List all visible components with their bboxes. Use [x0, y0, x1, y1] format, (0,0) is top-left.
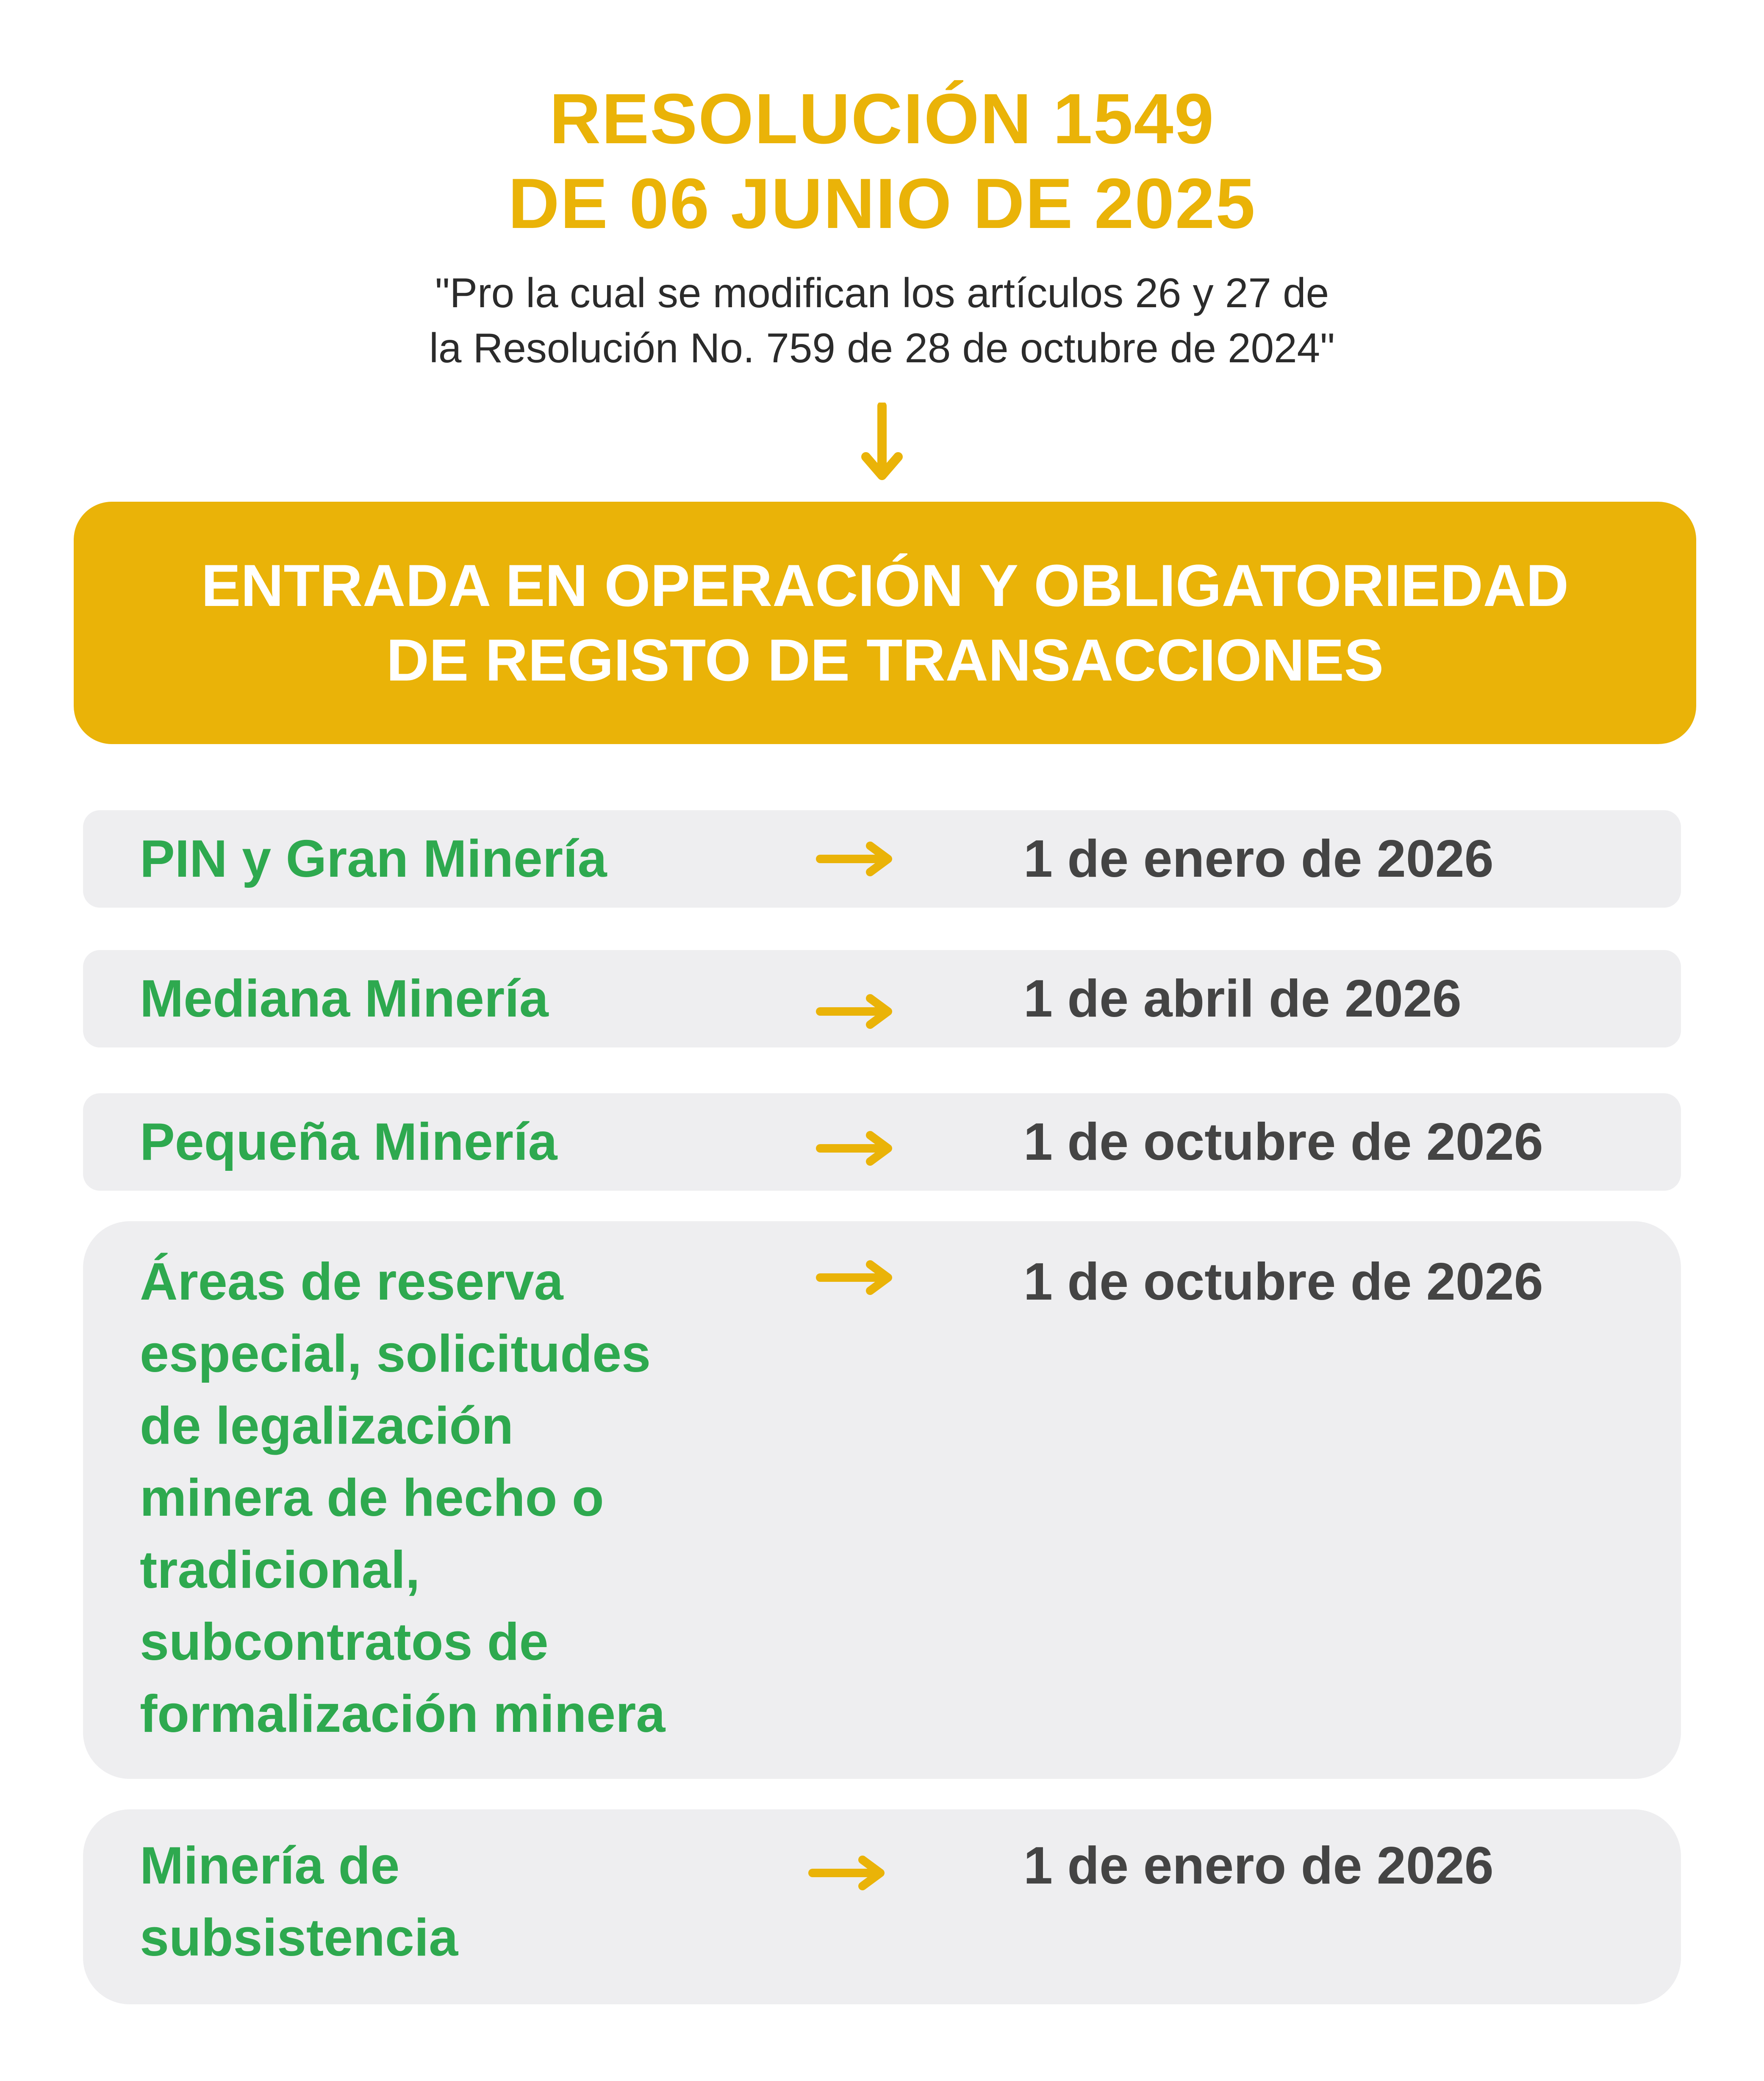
row-label [140, 1106, 835, 1178]
subtitle-line-2: la Resolución No. 759 de 28 de octubre de 2024" [429, 325, 1335, 371]
arrow-down-icon [861, 403, 903, 483]
row-label-line: Áreas de reserva [140, 1253, 563, 1311]
row-label [140, 823, 835, 895]
row-date: 1 de enero de 2026 [1023, 1837, 1494, 1895]
row-label-line: subcontratos de [140, 1613, 549, 1671]
schedule-row-areas-reserva [83, 1221, 1681, 1779]
row-label [140, 1246, 835, 1750]
title-line-1: RESOLUCIÓN 1549 [549, 79, 1215, 158]
row-label-line: Mediana Minería [140, 970, 549, 1028]
banner-line-2: DE REGISTO DE TRANSACCIONES [386, 627, 1384, 693]
row-label-line: tradicional, [140, 1541, 420, 1599]
row-date: 1 de octubre de 2026 [1023, 1113, 1543, 1171]
banner-line-1: ENTRADA EN OPERACIÓN Y OBLIGATORIEDAD [201, 552, 1569, 619]
row-label-line: subsistencia [140, 1909, 458, 1967]
row-label-line: especial, solicitudes [140, 1325, 651, 1383]
row-label-line: formalización minera [140, 1685, 666, 1743]
schedule-row-pin-gran-mineria [83, 810, 1681, 908]
schedule-row-mineria-subsistencia [83, 1809, 1681, 2004]
row-label-line: Pequeña Minería [140, 1113, 557, 1171]
schedule-row-mediana-mineria [83, 950, 1681, 1047]
row-label [140, 963, 835, 1035]
arrow-right-icon [816, 992, 896, 1031]
row-date: 1 de enero de 2026 [1023, 830, 1494, 888]
schedule-row-pequena-mineria [83, 1093, 1681, 1191]
arrow-right-icon [816, 1129, 896, 1167]
arrow-right-icon [816, 1259, 896, 1297]
row-label [140, 1830, 835, 1974]
arrow-right-icon [816, 840, 896, 878]
row-date: 1 de octubre de 2026 [1023, 1253, 1543, 1311]
section-banner [74, 502, 1696, 744]
row-label-line: PIN y Gran Minería [140, 830, 607, 888]
row-date: 1 de abril de 2026 [1023, 970, 1462, 1028]
subtitle-line-1: "Pro la cual se modifican los artículos 26 y 27 de [435, 270, 1329, 316]
row-label-line: minera de hecho o [140, 1469, 604, 1527]
row-label-line: de legalización [140, 1397, 514, 1455]
title-line-2: DE 06 JUNIO DE 2025 [508, 164, 1256, 243]
arrow-right-icon [808, 1854, 889, 1892]
row-label-line: Minería de [140, 1837, 400, 1895]
